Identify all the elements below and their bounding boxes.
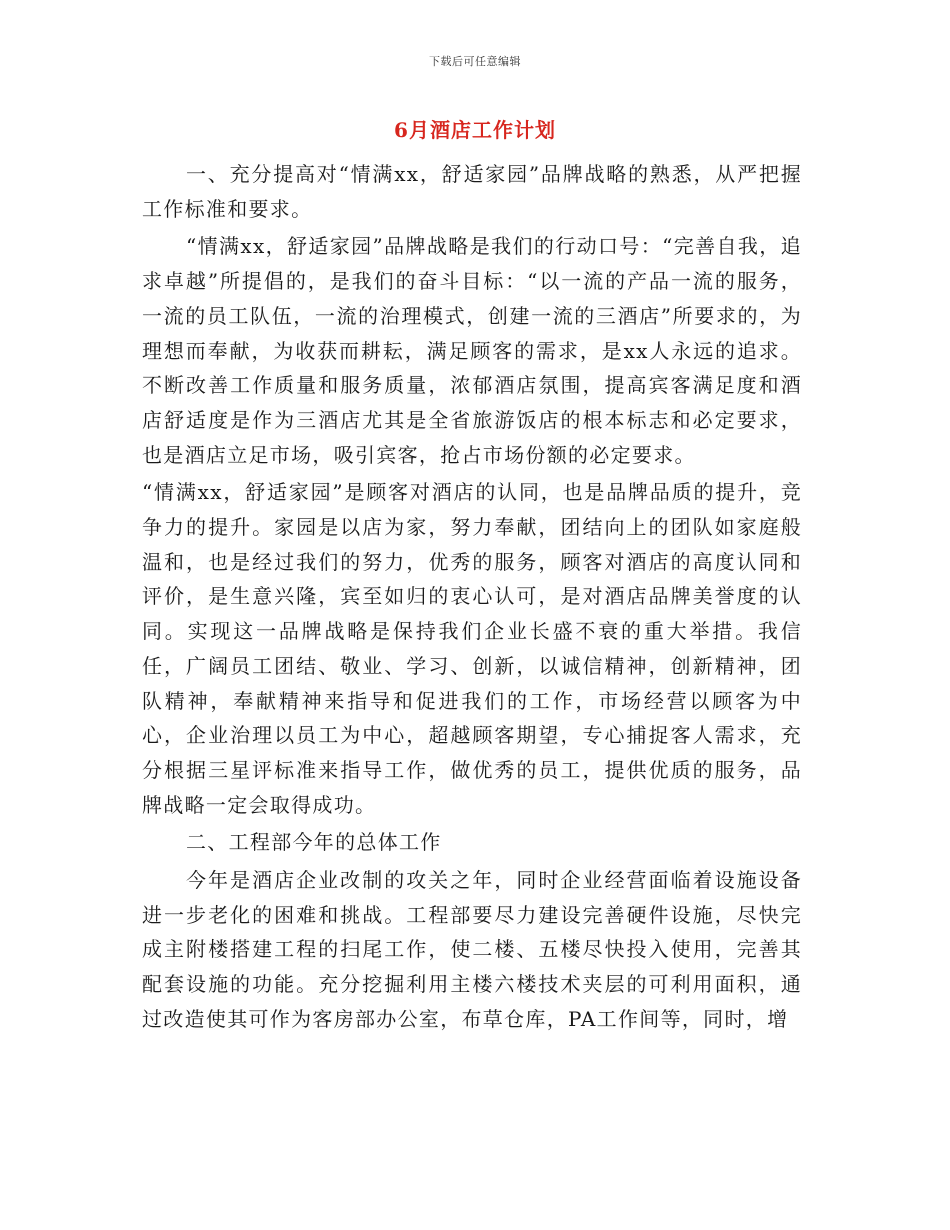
paragraph-engineering-work: 今年是酒店企业改制的攻关之年，同时企业经营面临着设施设备进一步老化的困难和挑战。工程部要尽力建设完善硬件设施，尽快完成主附楼搭建工程的扫尾工作，使二楼、五楼尽快投入使用，完善其配套设施的功能。充分挖掘利用主楼六楼技术夹层的可利用面积，通过改造使其可作为客房部办公室，布草仓库，PA工作间等，同时，增 [142,868,802,1031]
document-title: 6月酒店工作计划 [394,118,556,142]
paragraph-brand-strategy: “情满xx，舒适家园”品牌战略是我们的行动口号：“完善自我，追求卓越”所提倡的，是我们的奋斗目标：“以一流的产品一流的服务，一流的员工队伍，一流的治理模式，创建一流的三酒店”所要求的，为理想而奉献，为收获而耕耘，满足顾客的需求，是xx人永远的追求。不断改善工作质量和服务质量，浓郁酒店氛围，提高宾客满足度和酒店舒适度是作为三酒店尤其是全省旅游饭店的根本标志和必定要求，也是酒店立足市场，吸引宾客，抢占市场份额的必定要求。 [142,234,802,467]
paragraph-brand-recognition: “情满xx，舒适家园”是顾客对酒店的认同，也是品牌品质的提升，竞争力的提升。家园是以店为家，努力奉献，团结向上的团队如家庭般温和，也是经过我们的努力，优秀的服务，顾客对酒店的高度认同和评价，是生意兴隆，宾至如归的衷心认可，是对酒店品牌美誉度的认同。实现这一品牌战略是保持我们企业长盛不衰的重大举措。我信任，广阔员工团结、敬业、学习、创新，以诚信精神，创新精神，团队精神，奉献精神来指导和促进我们的工作，市场经营以顾客为中心，企业治理以员工为中心，超越顾客期望，专心捕捉客人需求，充分根据三星评标准来指导工作，做优秀的员工，提供优质的服务，品牌战略一定会取得成功。 [142,480,802,817]
document-body [142,157,802,1037]
paragraph-section-2-heading: 二、工程部今年的总体工作 [186,830,442,855]
header-note: 下载后可任意编辑 [429,55,521,68]
paragraph-section-1-heading: 一、充分提高对“情满xx，舒适家园”品牌战略的熟悉，从严把握工作标准和要求。 [142,162,802,221]
